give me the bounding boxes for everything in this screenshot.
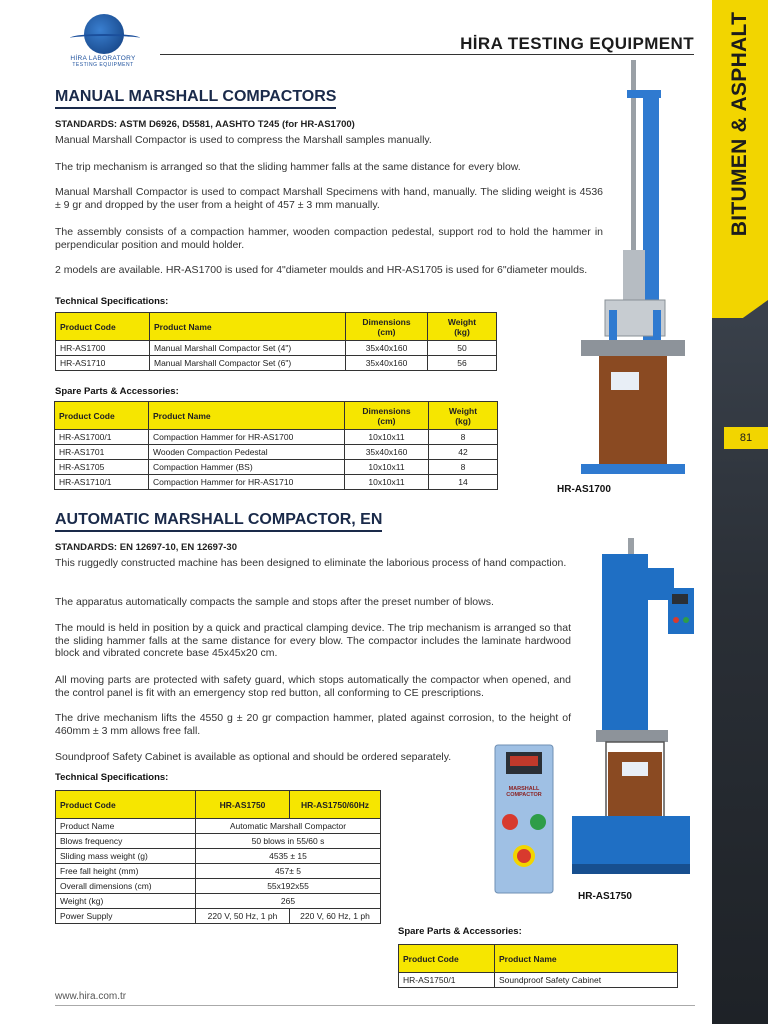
section1-tech-label: Technical Specifications: [55, 296, 169, 307]
table-cell: 8 [429, 460, 498, 475]
section1-paragraph: Manual Marshall Compactor is used to compact Marshall Specimens with hand, manually. The sliding weight is 4536 ± 9 gr and dropped by the user from a height of 457 ± 3 mm manually. [55, 186, 603, 211]
section1-spare-table [54, 401, 498, 490]
table-header: Product Code [56, 791, 196, 819]
table-row [55, 460, 498, 475]
table-cell: HR-AS1700 [56, 341, 150, 356]
section1-paragraph: 2 models are available. HR-AS1700 is used for 4"diameter moulds and HR-AS1705 is used for 6"diameter moulds. [55, 264, 588, 276]
section2-spare-label: Spare Parts & Accessories: [398, 926, 522, 937]
table-row [56, 894, 381, 909]
table-header: Weight (kg) [428, 313, 497, 341]
table-row [56, 819, 381, 834]
table-header: Product Code [56, 313, 150, 341]
table-cell: Overall dimensions (cm) [56, 879, 196, 894]
section1-paragraph: The assembly consists of a compaction hammer, wooden compaction pedestal, support rod to hold the hammer in perpendicular position and mould holder. [55, 226, 603, 251]
table-cell: 14 [429, 475, 498, 490]
table-header: HR-AS1750 [196, 791, 290, 819]
table-cell: 50 [428, 341, 497, 356]
section2-paragraph: Soundproof Safety Cabinet is available as optional and should be ordered separately. [55, 751, 452, 763]
table-cell: 50 blows in 55/60 s [196, 834, 381, 849]
section2-paragraph: This ruggedly constructed machine has been designed to eliminate the laborious process of hand compaction. [55, 557, 567, 569]
table-row [56, 849, 381, 864]
footer-divider [55, 1005, 695, 1006]
table-row [55, 475, 498, 490]
logo-text-line1: HİRA LABORATORY [70, 55, 136, 62]
section2-paragraph: All moving parts are protected with safety guard, which stops automatically the compactor when opened, and the control panel is fit with an emergency stop red button, all conforming to CE prescriptions. [55, 674, 571, 699]
table-cell: 220 V, 60 Hz, 1 ph [290, 909, 381, 924]
table-cell: Automatic Marshall Compactor [196, 819, 381, 834]
table-cell: 55x192x55 [196, 879, 381, 894]
table-cell: 42 [429, 445, 498, 460]
section1-standards: STANDARDS: ASTM D6926, D5581, AASHTO T245 (for HR-AS1700) [55, 119, 355, 130]
table-row [56, 864, 381, 879]
table-cell: Compaction Hammer for HR-AS1700 [149, 430, 345, 445]
section2-spare-table [398, 944, 678, 988]
table-header: Product Name [495, 945, 678, 973]
section2-tech-table [55, 790, 381, 924]
table-cell: Sliding mass weight (g) [56, 849, 196, 864]
table-cell: 35x40x160 [346, 341, 428, 356]
section2-paragraph: The mould is held in position by a quick and practical clamping device. The trip mechanism is arranged so that the sliding hammer falls at the same distance for every blow. The compactor includes the laminate hardwood block and vibrated concrete base 45x45x20 cm. [55, 622, 571, 659]
table-row [56, 879, 381, 894]
table-header: HR-AS1750/60Hz [290, 791, 381, 819]
table-cell: Blows frequency [56, 834, 196, 849]
side-category-title: BITUMEN & ASPHALT [728, 11, 751, 237]
section1-spare-label: Spare Parts & Accessories: [55, 386, 179, 397]
table-row [56, 341, 497, 356]
section2-standards: STANDARDS: EN 12697-10, EN 12697-30 [55, 542, 237, 553]
brand-title: HİRA TESTING EQUIPMENT [460, 34, 694, 53]
header-divider [160, 54, 694, 55]
table-cell: 457± 5 [196, 864, 381, 879]
table-cell: 8 [429, 430, 498, 445]
section1-tech-table [55, 312, 497, 371]
table-cell: Compaction Hammer (BS) [149, 460, 345, 475]
globe-icon [84, 14, 124, 54]
table-cell: HR-AS1710 [56, 356, 150, 371]
table-header: Product Code [55, 402, 149, 430]
section2-paragraph: The apparatus automatically compacts the sample and stops after the preset number of blows. [55, 596, 494, 608]
table-header: Product Name [150, 313, 346, 341]
company-logo [52, 14, 154, 68]
table-row [55, 430, 498, 445]
table-cell: 10x10x11 [345, 475, 429, 490]
manual-compactor-image [575, 60, 695, 480]
section2-paragraph: The drive mechanism lifts the 4550 g ± 20 gr compaction hammer, plated against corrosion, to the height of 460mm ± 3 mm allows free fall. [55, 712, 571, 737]
table-cell: HR-AS1710/1 [55, 475, 149, 490]
table-cell: Product Name [56, 819, 196, 834]
table-cell: Power Supply [56, 909, 196, 924]
table-cell: HR-AS1705 [55, 460, 149, 475]
panel-label: MARSHALL COMPACTOR [506, 786, 542, 798]
table-cell: Manual Marshall Compactor Set (6") [150, 356, 346, 371]
section1-title: MANUAL MARSHALL COMPACTORS [55, 88, 336, 109]
table-cell: 10x10x11 [345, 430, 429, 445]
table-row [56, 909, 381, 924]
table-cell: Compaction Hammer for HR-AS1710 [149, 475, 345, 490]
table-header: Dimensions (cm) [346, 313, 428, 341]
table-row [399, 973, 678, 988]
table-header: Product Name [149, 402, 345, 430]
table-cell: Weight (kg) [56, 894, 196, 909]
table-cell: 35x40x160 [345, 445, 429, 460]
table-header: Weight (kg) [429, 402, 498, 430]
table-cell: Wooden Compaction Pedestal [149, 445, 345, 460]
section2-tech-label: Technical Specifications: [55, 772, 169, 783]
table-header: Dimensions (cm) [345, 402, 429, 430]
automatic-compactor-image [568, 538, 696, 886]
manual-compactor-label: HR-AS1700 [557, 484, 611, 495]
section1-paragraph: The trip mechanism is arranged so that the sliding hammer falls at the same distance for every blow. [55, 161, 521, 173]
page-number: 81 [724, 427, 768, 449]
table-cell: 265 [196, 894, 381, 909]
table-row [56, 834, 381, 849]
table-cell: HR-AS1750/1 [399, 973, 495, 988]
control-panel-image [494, 744, 554, 894]
table-cell: Soundproof Safety Cabinet [495, 973, 678, 988]
table-row [56, 356, 497, 371]
table-header: Product Code [399, 945, 495, 973]
table-row [55, 445, 498, 460]
table-cell: 220 V, 50 Hz, 1 ph [196, 909, 290, 924]
table-cell: HR-AS1700/1 [55, 430, 149, 445]
footer-website-link[interactable]: www.hira.com.tr [55, 991, 127, 1002]
side-band-asphalt [712, 318, 768, 1024]
table-cell: Free fall height (mm) [56, 864, 196, 879]
table-cell: 56 [428, 356, 497, 371]
table-cell: HR-AS1701 [55, 445, 149, 460]
table-cell: 4535 ± 15 [196, 849, 381, 864]
table-cell: 10x10x11 [345, 460, 429, 475]
automatic-compactor-label: HR-AS1750 [578, 891, 632, 902]
logo-text-line2: TESTING EQUIPMENT [72, 62, 134, 68]
table-cell: 35x40x160 [346, 356, 428, 371]
section2-title: AUTOMATIC MARSHALL COMPACTOR, EN [55, 511, 382, 532]
table-cell: Manual Marshall Compactor Set (4") [150, 341, 346, 356]
section1-paragraph: Manual Marshall Compactor is used to compress the Marshall samples manually. [55, 134, 432, 146]
